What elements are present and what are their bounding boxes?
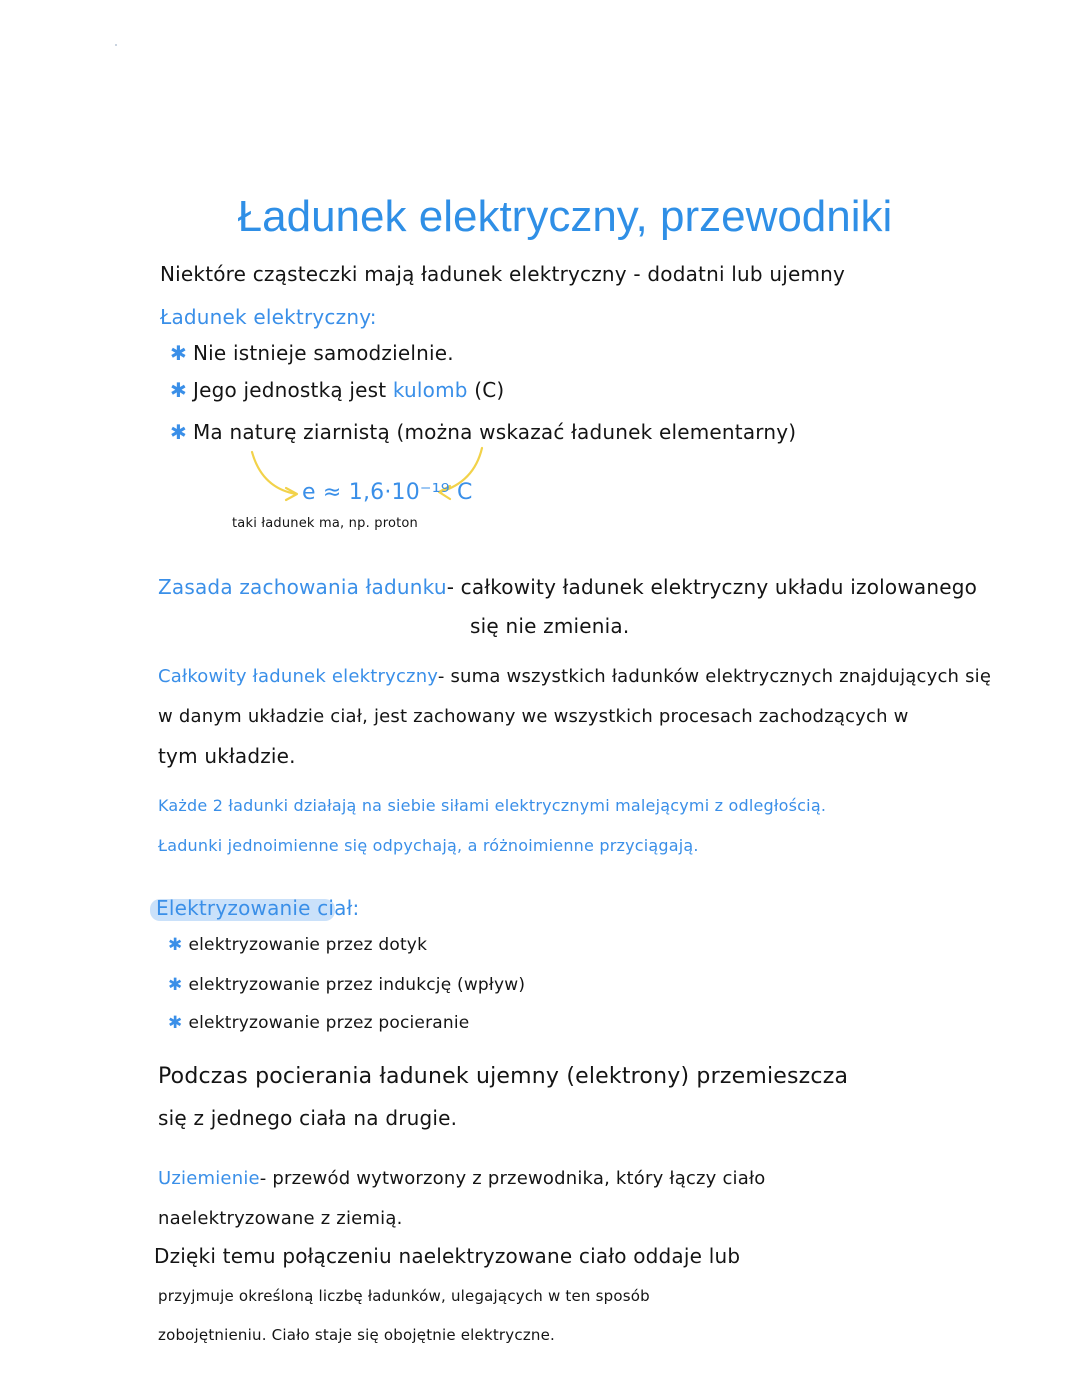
electrification-method-3: ✱ elektryzowanie przez pocieranie: [168, 1013, 470, 1033]
electrification-method-2: ✱ elektryzowanie przez indukcję (wpływ): [168, 975, 526, 995]
grounding-line-5: zobojętnieniu. Ciało staje się obojętnie elektryczne.: [158, 1326, 556, 1344]
charge-heading: Ładunek elektryczny:: [160, 305, 377, 329]
bullet-star-icon: ✱: [170, 378, 187, 402]
bullet-star-icon: ✱: [168, 935, 183, 955]
grounding-line-2: naelektryzowane z ziemią.: [158, 1208, 403, 1229]
intro-text: Niektóre cząsteczki mają ładunek elektryczny - dodatni lub ujemny: [160, 262, 846, 286]
bullet-star-icon: ✱: [168, 975, 183, 995]
conservation-line-1: Zasada zachowania ładunku- całkowity ładunek elektryczny układu izolowanego: [158, 575, 978, 599]
total-charge-line-1: Całkowity ładunek elektryczny- suma wszystkich ładunków elektrycznych znajdujących się: [158, 666, 992, 687]
elementary-charge: e ≈ 1,6·10⁻¹⁹ C: [302, 480, 473, 505]
bullet-star-icon: ✱: [170, 420, 187, 444]
forces-line-2: Ładunki jednoimienne się odpychają, a różnoimienne przyciągają.: [158, 836, 699, 855]
grounding-line-4: przyjmuje określoną liczbę ładunków, ulegających w ten sposób: [158, 1287, 650, 1305]
rubbing-line-2: się z jednego ciała na drugie.: [158, 1106, 458, 1130]
forces-line-1: Każde 2 ładunki działają na siebie siłami elektrycznymi malejącymi z odległością.: [158, 796, 827, 815]
conservation-line-2: się nie zmienia.: [470, 614, 630, 638]
electrification-method-1: ✱ elektryzowanie przez dotyk: [168, 935, 428, 955]
bullet-star-icon: ✱: [168, 1013, 183, 1033]
charge-point-1: ✱ Nie istnieje samodzielnie.: [170, 341, 454, 365]
total-charge-line-2: w danym układzie ciał, jest zachowany we wszystkich procesach zachodzących w: [158, 706, 909, 727]
bullet-star-icon: ✱: [170, 341, 187, 365]
total-charge-line-3: tym układzie.: [158, 744, 296, 768]
charge-point-3: ✱ Ma naturę ziarnistą (można wskazać ładunek elementarny): [170, 420, 797, 444]
charge-point-2: ✱ Jego jednostką jest kulomb (C): [170, 378, 505, 402]
grounding-line-3: Dzięki temu połączeniu naelektryzowane ciało oddaje lub: [154, 1244, 741, 1268]
unit-kulomb: kulomb: [392, 378, 468, 402]
electrification-heading: Elektryzowanie ciał:: [156, 896, 360, 920]
elementary-note: taki ładunek ma, np. proton: [232, 516, 418, 531]
rubbing-line-1: Podczas pocierania ładunek ujemny (elektrony) przemieszcza: [158, 1064, 849, 1089]
conservation-term: Zasada zachowania ładunku: [158, 575, 447, 599]
grounding-line-1: Uziemienie- przewód wytworzony z przewodnika, który łączy ciało: [158, 1168, 766, 1189]
grounding-term: Uziemienie: [158, 1168, 260, 1189]
left-arrow-icon: [252, 452, 296, 494]
total-charge-term: Całkowity ładunek elektryczny: [158, 666, 438, 687]
page-title: Ładunek elektryczny, przewodniki: [237, 192, 893, 241]
